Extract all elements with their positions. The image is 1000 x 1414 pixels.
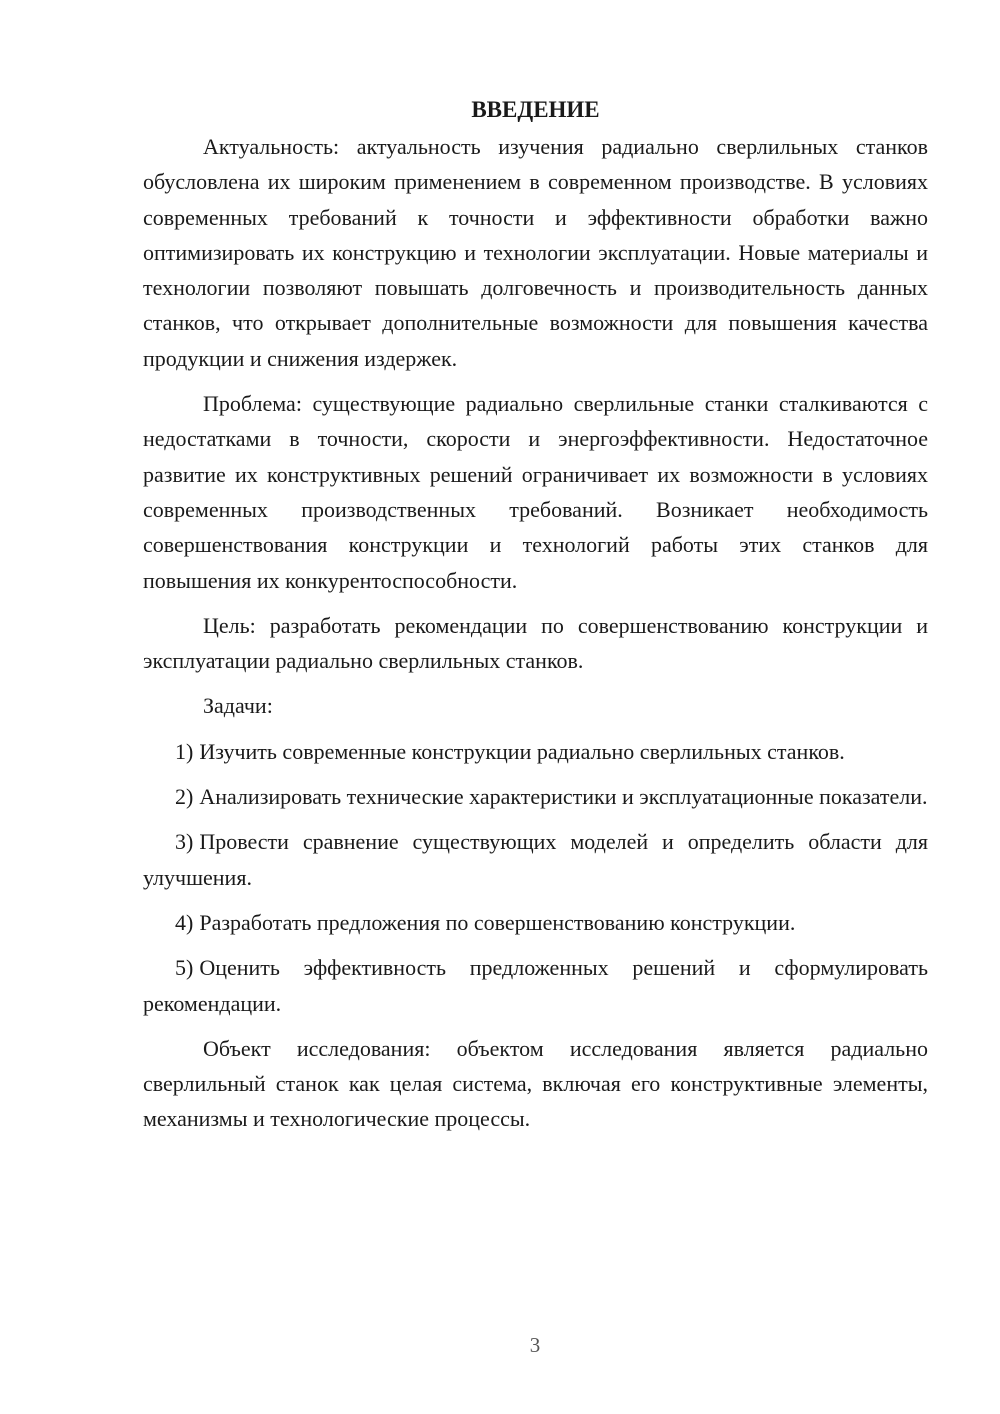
list-item-number: 3)	[175, 829, 194, 855]
list-item	[143, 905, 928, 940]
list-item	[143, 734, 928, 769]
list-item-text: Анализировать технические характеристики и эксплуатационные показатели.	[199, 784, 928, 810]
list-item-number: 1)	[175, 738, 194, 764]
list-item	[143, 779, 928, 814]
document-page	[143, 92, 928, 1147]
tasks-list	[143, 734, 928, 1021]
section-heading: ВВЕДЕНИЕ	[471, 97, 600, 122]
list-item-text: Разработать предложения по совершенствованию конструкции.	[199, 909, 796, 935]
list-item	[143, 950, 928, 1021]
page-number: 3	[529, 1333, 541, 1357]
list-item-number: 4)	[175, 909, 194, 935]
paragraph-problem: Проблема: существующие радиально сверлильные станки сталкиваются с недостатками в точности, скорости и энергоэффективности. Недостаточное развитие их конструктивных решений ограничивает их возможности в условиях современных производственных требований. Возникает необходимость совершенствования конструкции и технологий работы этих станков для повышения их конкурентоспособности.	[143, 391, 928, 593]
paragraph-relevance: Актуальность: актуальность изучения радиально сверлильных станков обусловлена их широким применением в современном производстве. В условиях современных требований к точности и эффективности обработки важно оптимизировать их конструкцию и технологии эксплуатации. Новые материалы и технологии позволяют повышать долговечность и производительность данных станков, что открывает дополнительные возможности для повышения качества продукции и снижения издержек.	[143, 134, 928, 371]
list-item-text: Провести сравнение существующих моделей и определить области для улучшения.	[143, 829, 928, 890]
list-item-text: Оценить эффективность предложенных решений и сформулировать рекомендации.	[143, 955, 928, 1016]
list-item	[143, 824, 928, 895]
paragraph-goal: Цель: разработать рекомендации по совершенствованию конструкции и эксплуатации радиально сверлильных станков.	[143, 612, 928, 674]
paragraph-object: Объект исследования: объектом исследования является радиально сверлильный станок как целая система, включая его конструктивные элементы, механизмы и технологические процессы.	[143, 1035, 928, 1132]
list-item-number: 5)	[175, 955, 194, 981]
list-item-text: Изучить современные конструкции радиально сверлильных станков.	[199, 738, 845, 764]
list-item-number: 2)	[175, 784, 194, 810]
tasks-label: Задачи:	[203, 693, 273, 719]
